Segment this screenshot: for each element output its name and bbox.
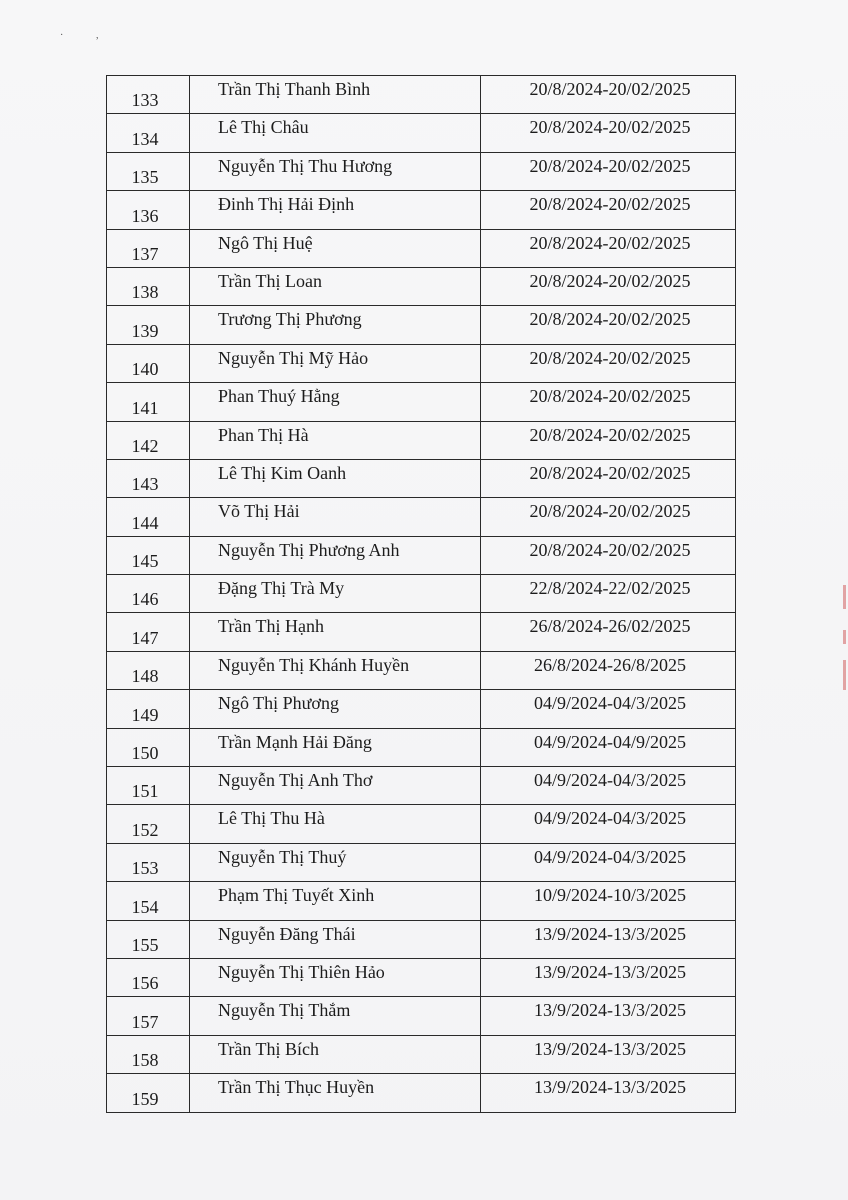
- full-name-cell: [190, 114, 481, 152]
- row-number: 146: [131, 589, 159, 610]
- contract-period-cell: [481, 805, 736, 843]
- table-row: [107, 651, 736, 689]
- contract-period: 04/9/2024-04/3/2025: [534, 808, 686, 829]
- full-name: Trương Thị Phương: [218, 309, 362, 330]
- table-row: [107, 1074, 736, 1112]
- contract-period: 13/9/2024-13/3/2025: [534, 1077, 686, 1098]
- contract-period-cell: [481, 76, 736, 114]
- row-number: 133: [131, 90, 159, 111]
- staff-roster-table: [106, 75, 736, 1113]
- full-name: Lê Thị Thu Hà: [218, 808, 325, 829]
- full-name: Ngô Thị Huệ: [218, 232, 313, 253]
- full-name: Trần Mạnh Hải Đăng: [218, 731, 372, 752]
- contract-period-cell: [481, 536, 736, 574]
- contract-period: 20/8/2024-20/02/2025: [529, 79, 691, 99]
- edge-stamp-mark: [843, 630, 846, 644]
- row-number-cell: [107, 690, 190, 728]
- full-name-cell: [190, 843, 481, 881]
- row-number-cell: [107, 152, 190, 190]
- full-name-cell: [190, 767, 481, 805]
- row-number-cell: [107, 882, 190, 920]
- contract-period-cell: [481, 613, 736, 651]
- row-number: 137: [131, 243, 159, 264]
- row-number: 157: [131, 1011, 159, 1032]
- contract-period: 20/8/2024-20/02/2025: [529, 232, 691, 253]
- full-name: Đặng Thị Trà My: [218, 578, 345, 599]
- contract-period: 13/9/2024-13/3/2025: [534, 1000, 686, 1021]
- table-row: [107, 114, 736, 152]
- full-name: Nguyễn Thị Phương Anh: [218, 539, 400, 560]
- table-row: [107, 575, 736, 613]
- table-row: [107, 728, 736, 766]
- contract-period-cell: [481, 421, 736, 459]
- row-number: 150: [131, 743, 159, 764]
- row-number-cell: [107, 920, 190, 958]
- contract-period-cell: [481, 767, 736, 805]
- scan-dot: ·: [60, 30, 64, 41]
- contract-period-cell: [481, 997, 736, 1035]
- contract-period: 13/9/2024-13/3/2025: [534, 961, 686, 982]
- contract-period-cell: [481, 229, 736, 267]
- full-name-cell: [190, 805, 481, 843]
- contract-period: 04/9/2024-04/9/2025: [534, 731, 686, 752]
- contract-period-cell: [481, 958, 736, 996]
- contract-period-cell: [481, 114, 736, 152]
- contract-period-cell: [481, 920, 736, 958]
- edge-stamp-mark: [843, 660, 846, 690]
- row-number: 142: [131, 435, 159, 456]
- row-number: 158: [131, 1050, 159, 1071]
- table-row: [107, 459, 736, 497]
- row-number: 135: [131, 167, 159, 188]
- contract-period-cell: [481, 651, 736, 689]
- row-number-cell: [107, 1035, 190, 1073]
- contract-period: 22/8/2024-22/02/2025: [529, 578, 691, 599]
- full-name-cell: [190, 459, 481, 497]
- full-name-cell: [190, 1035, 481, 1073]
- row-number: 144: [131, 512, 159, 533]
- table-row: [107, 1035, 736, 1073]
- row-number: 136: [131, 205, 159, 226]
- contract-period: 20/8/2024-20/02/2025: [529, 347, 691, 368]
- row-number-cell: [107, 843, 190, 881]
- full-name: Lê Thị Châu: [218, 117, 309, 138]
- contract-period: 20/8/2024-20/02/2025: [529, 539, 691, 560]
- full-name: Nguyễn Thị Thuý: [218, 846, 347, 867]
- full-name-cell: [190, 690, 481, 728]
- row-number: 145: [131, 551, 159, 572]
- row-number: 149: [131, 704, 159, 725]
- row-number-cell: [107, 958, 190, 996]
- full-name-cell: [190, 997, 481, 1035]
- full-name-cell: [190, 728, 481, 766]
- full-name-cell: [190, 958, 481, 996]
- table-row: [107, 344, 736, 382]
- full-name: Võ Thị Hải: [218, 501, 300, 522]
- contract-period-cell: [481, 191, 736, 229]
- row-number: 141: [131, 397, 159, 418]
- row-number: 156: [131, 973, 159, 994]
- contract-period: 20/8/2024-20/02/2025: [529, 270, 691, 291]
- row-number: 148: [131, 666, 159, 687]
- row-number-cell: [107, 498, 190, 536]
- full-name: Nguyễn Thị Anh Thơ: [218, 770, 373, 791]
- full-name: Nguyễn Đăng Thái: [218, 923, 356, 944]
- row-number: 154: [131, 896, 159, 917]
- roster-body: [107, 76, 736, 1113]
- table-row: [107, 536, 736, 574]
- full-name-cell: [190, 267, 481, 305]
- table-row: [107, 76, 736, 114]
- full-name-cell: [190, 306, 481, 344]
- table-row: [107, 920, 736, 958]
- contract-period: 13/9/2024-13/3/2025: [534, 923, 686, 944]
- full-name: Ngô Thị Phương: [218, 693, 339, 714]
- row-number: 153: [131, 858, 159, 879]
- row-number-cell: [107, 421, 190, 459]
- full-name-cell: [190, 383, 481, 421]
- contract-period: 20/8/2024-20/02/2025: [529, 424, 691, 445]
- row-number-cell: [107, 997, 190, 1035]
- table-row: [107, 882, 736, 920]
- contract-period: 10/9/2024-10/3/2025: [534, 885, 686, 906]
- row-number-cell: [107, 613, 190, 651]
- row-number: 159: [131, 1088, 159, 1109]
- full-name-cell: [190, 536, 481, 574]
- contract-period: 26/8/2024-26/02/2025: [529, 616, 691, 637]
- full-name: Phan Thị Hà: [218, 424, 309, 445]
- contract-period-cell: [481, 1035, 736, 1073]
- contract-period-cell: [481, 344, 736, 382]
- full-name-cell: [190, 882, 481, 920]
- row-number-cell: [107, 229, 190, 267]
- row-number: 134: [131, 128, 159, 149]
- table-row: [107, 613, 736, 651]
- contract-period-cell: [481, 152, 736, 190]
- contract-period-cell: [481, 267, 736, 305]
- full-name: Trần Thị Thanh Bình: [218, 79, 371, 99]
- row-number: 155: [131, 934, 159, 955]
- row-number-cell: [107, 575, 190, 613]
- row-number-cell: [107, 536, 190, 574]
- full-name: Nguyễn Thị Thắm: [218, 1000, 351, 1021]
- full-name: Trần Thị Loan: [218, 270, 323, 291]
- row-number: 151: [131, 781, 159, 802]
- table-row: [107, 306, 736, 344]
- full-name-cell: [190, 344, 481, 382]
- row-number: 147: [131, 627, 159, 648]
- full-name-cell: [190, 651, 481, 689]
- row-number-cell: [107, 651, 190, 689]
- table-row: [107, 421, 736, 459]
- full-name: Đinh Thị Hải Định: [218, 194, 355, 215]
- row-number-cell: [107, 76, 190, 114]
- row-number-cell: [107, 344, 190, 382]
- row-number-cell: [107, 1074, 190, 1112]
- full-name-cell: [190, 1074, 481, 1112]
- full-name: Nguyễn Thị Mỹ Hảo: [218, 347, 369, 368]
- full-name: Nguyễn Thị Khánh Huyền: [218, 654, 410, 675]
- full-name-cell: [190, 498, 481, 536]
- table-row: [107, 229, 736, 267]
- contract-period: 20/8/2024-20/02/2025: [529, 462, 691, 483]
- table-row: [107, 843, 736, 881]
- contract-period-cell: [481, 306, 736, 344]
- contract-period: 20/8/2024-20/02/2025: [529, 309, 691, 330]
- table-row: [107, 767, 736, 805]
- table-row: [107, 805, 736, 843]
- table-row: [107, 498, 736, 536]
- contract-period: 04/9/2024-04/3/2025: [534, 846, 686, 867]
- full-name: Lê Thị Kim Oanh: [218, 462, 347, 483]
- contract-period-cell: [481, 1074, 736, 1112]
- contract-period-cell: [481, 575, 736, 613]
- full-name: Phan Thuý Hằng: [218, 386, 340, 407]
- contract-period: 20/8/2024-20/02/2025: [529, 386, 691, 407]
- full-name: Nguyễn Thị Thu Hương: [218, 155, 393, 176]
- row-number-cell: [107, 267, 190, 305]
- contract-period-cell: [481, 843, 736, 881]
- contract-period: 20/8/2024-20/02/2025: [529, 501, 691, 522]
- contract-period: 20/8/2024-20/02/2025: [529, 194, 691, 215]
- row-number-cell: [107, 728, 190, 766]
- row-number: 143: [131, 474, 159, 495]
- contract-period-cell: [481, 728, 736, 766]
- contract-period: 04/9/2024-04/3/2025: [534, 770, 686, 791]
- full-name-cell: [190, 575, 481, 613]
- table-row: [107, 152, 736, 190]
- contract-period: 20/8/2024-20/02/2025: [529, 155, 691, 176]
- full-name-cell: [190, 421, 481, 459]
- table-row: [107, 383, 736, 421]
- contract-period-cell: [481, 459, 736, 497]
- full-name: Trần Thị Thục Huyền: [218, 1077, 375, 1098]
- contract-period: 04/9/2024-04/3/2025: [534, 693, 686, 714]
- row-number-cell: [107, 767, 190, 805]
- row-number-cell: [107, 459, 190, 497]
- table-row: [107, 191, 736, 229]
- table-row: [107, 958, 736, 996]
- table-row: [107, 690, 736, 728]
- full-name: Trần Thị Hạnh: [218, 616, 325, 637]
- row-number: 138: [131, 282, 159, 303]
- full-name-cell: [190, 613, 481, 651]
- contract-period: 20/8/2024-20/02/2025: [529, 117, 691, 138]
- contract-period: 26/8/2024-26/8/2025: [534, 654, 686, 675]
- full-name-cell: [190, 152, 481, 190]
- full-name-cell: [190, 920, 481, 958]
- table-row: [107, 267, 736, 305]
- contract-period-cell: [481, 882, 736, 920]
- row-number-cell: [107, 805, 190, 843]
- row-number-cell: [107, 191, 190, 229]
- edge-stamp-mark: [843, 585, 846, 609]
- full-name-cell: [190, 229, 481, 267]
- row-number: 139: [131, 320, 159, 341]
- full-name: Nguyễn Thị Thiên Hảo: [218, 961, 385, 982]
- contract-period-cell: [481, 498, 736, 536]
- full-name: Phạm Thị Tuyết Xinh: [218, 885, 375, 906]
- full-name-cell: [190, 191, 481, 229]
- contract-period-cell: [481, 690, 736, 728]
- contract-period-cell: [481, 383, 736, 421]
- row-number-cell: [107, 383, 190, 421]
- full-name-cell: [190, 76, 481, 114]
- contract-period: 13/9/2024-13/3/2025: [534, 1038, 686, 1059]
- scan-dot: ,: [96, 30, 99, 41]
- full-name: Trần Thị Bích: [218, 1038, 320, 1059]
- row-number-cell: [107, 114, 190, 152]
- row-number: 152: [131, 819, 159, 840]
- row-number: 140: [131, 359, 159, 380]
- row-number-cell: [107, 306, 190, 344]
- table-row: [107, 997, 736, 1035]
